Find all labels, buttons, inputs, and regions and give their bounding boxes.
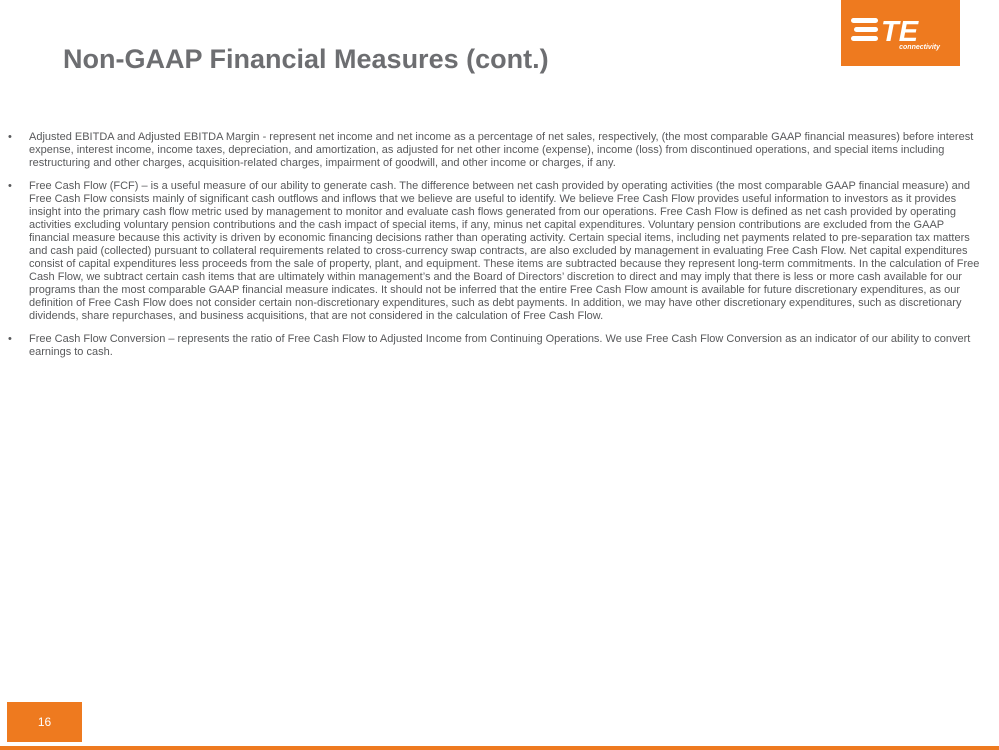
definition-text: Free Cash Flow Conversion – represents the ratio of Free Cash Flow to Adjusted Income from Continuing Operations. We use Free Cash Flow Conversion as an indicator of our ability to convert earnings to cash.	[29, 333, 971, 358]
definition-item-adjusted-ebitda	[8, 131, 983, 170]
te-connectivity-logo	[841, 0, 960, 66]
footer-divider	[0, 746, 999, 750]
bullet-dot: •	[8, 131, 12, 143]
logo-mark-text: TE	[881, 16, 919, 48]
definition-text: Free Cash Flow (FCF) – is a useful measure of our ability to generate cash. The difference between net cash provided by operating activities (the most comparable GAAP financial measure) and Free Cash Flow consists mainly of significant cash outflows and inflows that we believe are useful to identify. We believe Free Cash Flow provides useful information to investors as it provides insight into the primary cash flow metric used by management to monitor and evaluate cash flows generated from our operations. Free Cash Flow is defined as net cash provided by operating activities excluding voluntary pension contributions and the cash impact of special items, if any, minus net capital expenditures. Voluntary pension contributions are excluded from the GAAP financial measure because this activity is driven by economic financing decisions rather than operating activity. Certain special items, including net payments related to pre-separation tax matters and cash paid (collected) pursuant to collateral requirements related to cross-currency swap contracts, are also excluded by management in evaluating Free Cash Flow. Net capital expenditures consist of capital expenditures less proceeds from the sale of property, plant, and equipment. These items are subtracted because they represent long-term commitments. In the calculation of Free Cash Flow, we subtract certain cash items that are ultimately within management’s and the Board of Directors’ discretion to direct and may imply that there is less or more cash available for our programs than the most comparable GAAP financial measure indicates. It should not be inferred that the entire Free Cash Flow amount is available for future discretionary expenditures, as our definition of Free Cash Flow does not consider certain non-discretionary expenditures, such as debt payments. In addition, we may have other discretionary expenditures, such as discretionary dividends, share repurchases, and business acquisitions, that are not considered in the calculation of Free Cash Flow.	[29, 180, 980, 322]
bullet-dot: •	[8, 180, 12, 192]
te-connectivity-logo-icon	[841, 0, 960, 66]
slide-title: Non-GAAP Financial Measures (cont.)	[63, 44, 549, 74]
definition-text: Adjusted EBITDA and Adjusted EBITDA Margin - represent net income and net income as a percentage of net sales, respectively, (the most comparable GAAP financial measures) before interest expense, interest income, income taxes, depreciation, and amortization, as adjusted for net other income (expense), income (loss) from discontinued operations, and special items including restructuring and other charges, acquisition-related charges, impairment of goodwill, and other income or charges, if any.	[29, 131, 974, 169]
logo-sub-text: connectivity	[899, 44, 940, 51]
page-number: 16	[7, 702, 82, 742]
bullet-dot: •	[8, 333, 12, 345]
definitions-list	[8, 131, 983, 369]
definition-item-fcf-conversion	[8, 333, 983, 359]
definition-item-free-cash-flow	[8, 180, 983, 323]
